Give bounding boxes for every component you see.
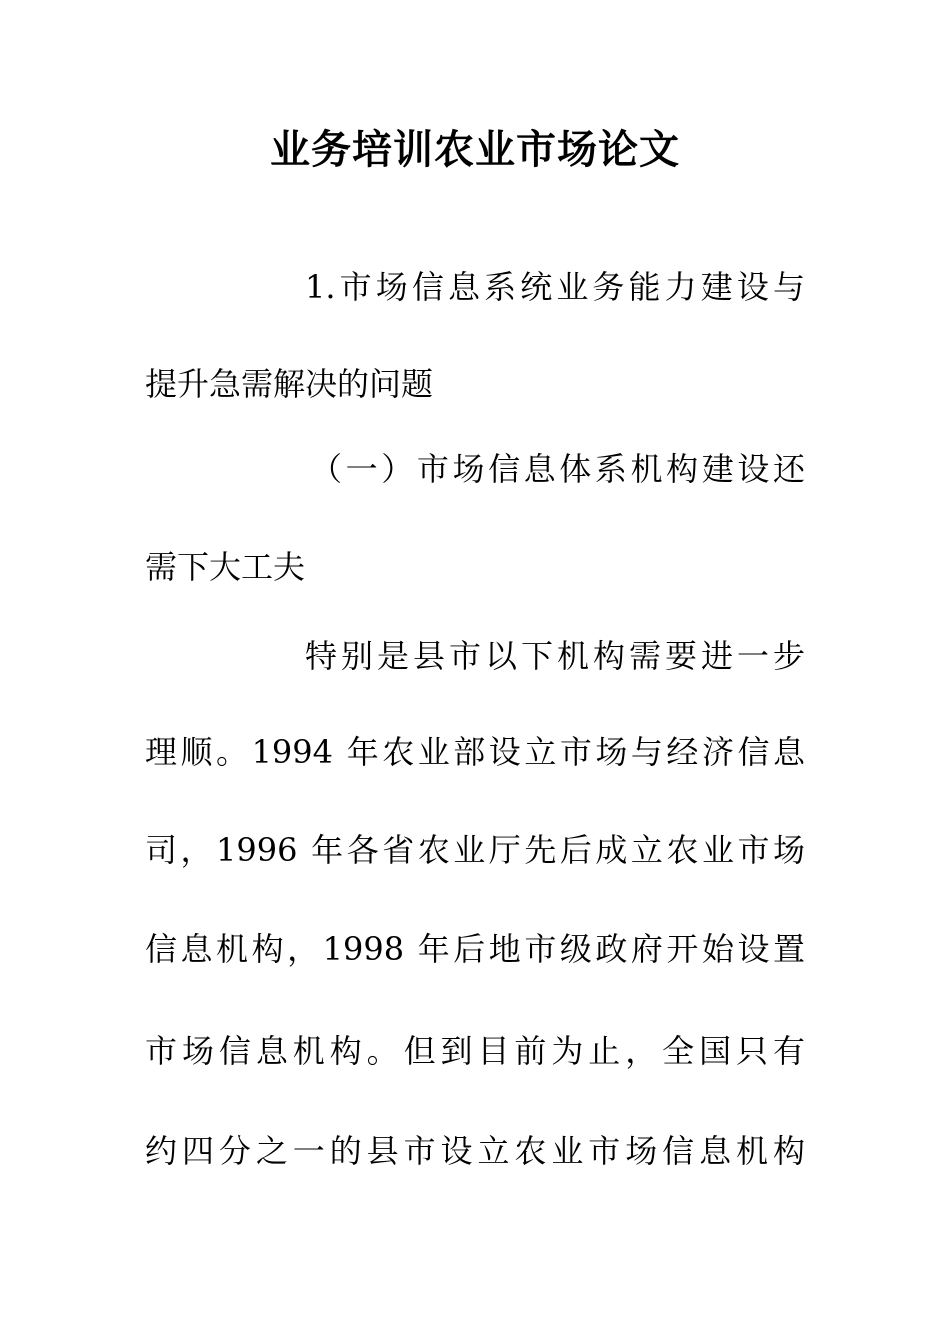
paragraph-line: 信息机构，1998 年后地市级政府开始设置	[145, 930, 805, 968]
paragraph-line: 司，1996 年各省农业厅先后成立农业市场	[145, 831, 805, 869]
paragraph-line: 约四分之一的县市设立农业市场信息机构	[145, 1132, 805, 1170]
document-title: 业务培训农业市场论文	[270, 126, 680, 173]
subsection-heading-line-1: （一）市场信息体系机构建设还	[310, 450, 805, 488]
paragraph-line: 市场信息机构。但到目前为止，全国只有	[145, 1032, 805, 1070]
subsection-heading-line-2: 需下大工夫	[145, 548, 306, 586]
paragraph-line: 理顺。1994 年农业部设立市场与经济信息	[145, 733, 805, 771]
paragraph-line: 特别是县市以下机构需要进一步	[305, 637, 805, 675]
section-heading-line-2: 提升急需解决的问题	[145, 365, 434, 403]
section-heading-line-1: 1.市场信息系统业务能力建设与	[305, 268, 805, 306]
